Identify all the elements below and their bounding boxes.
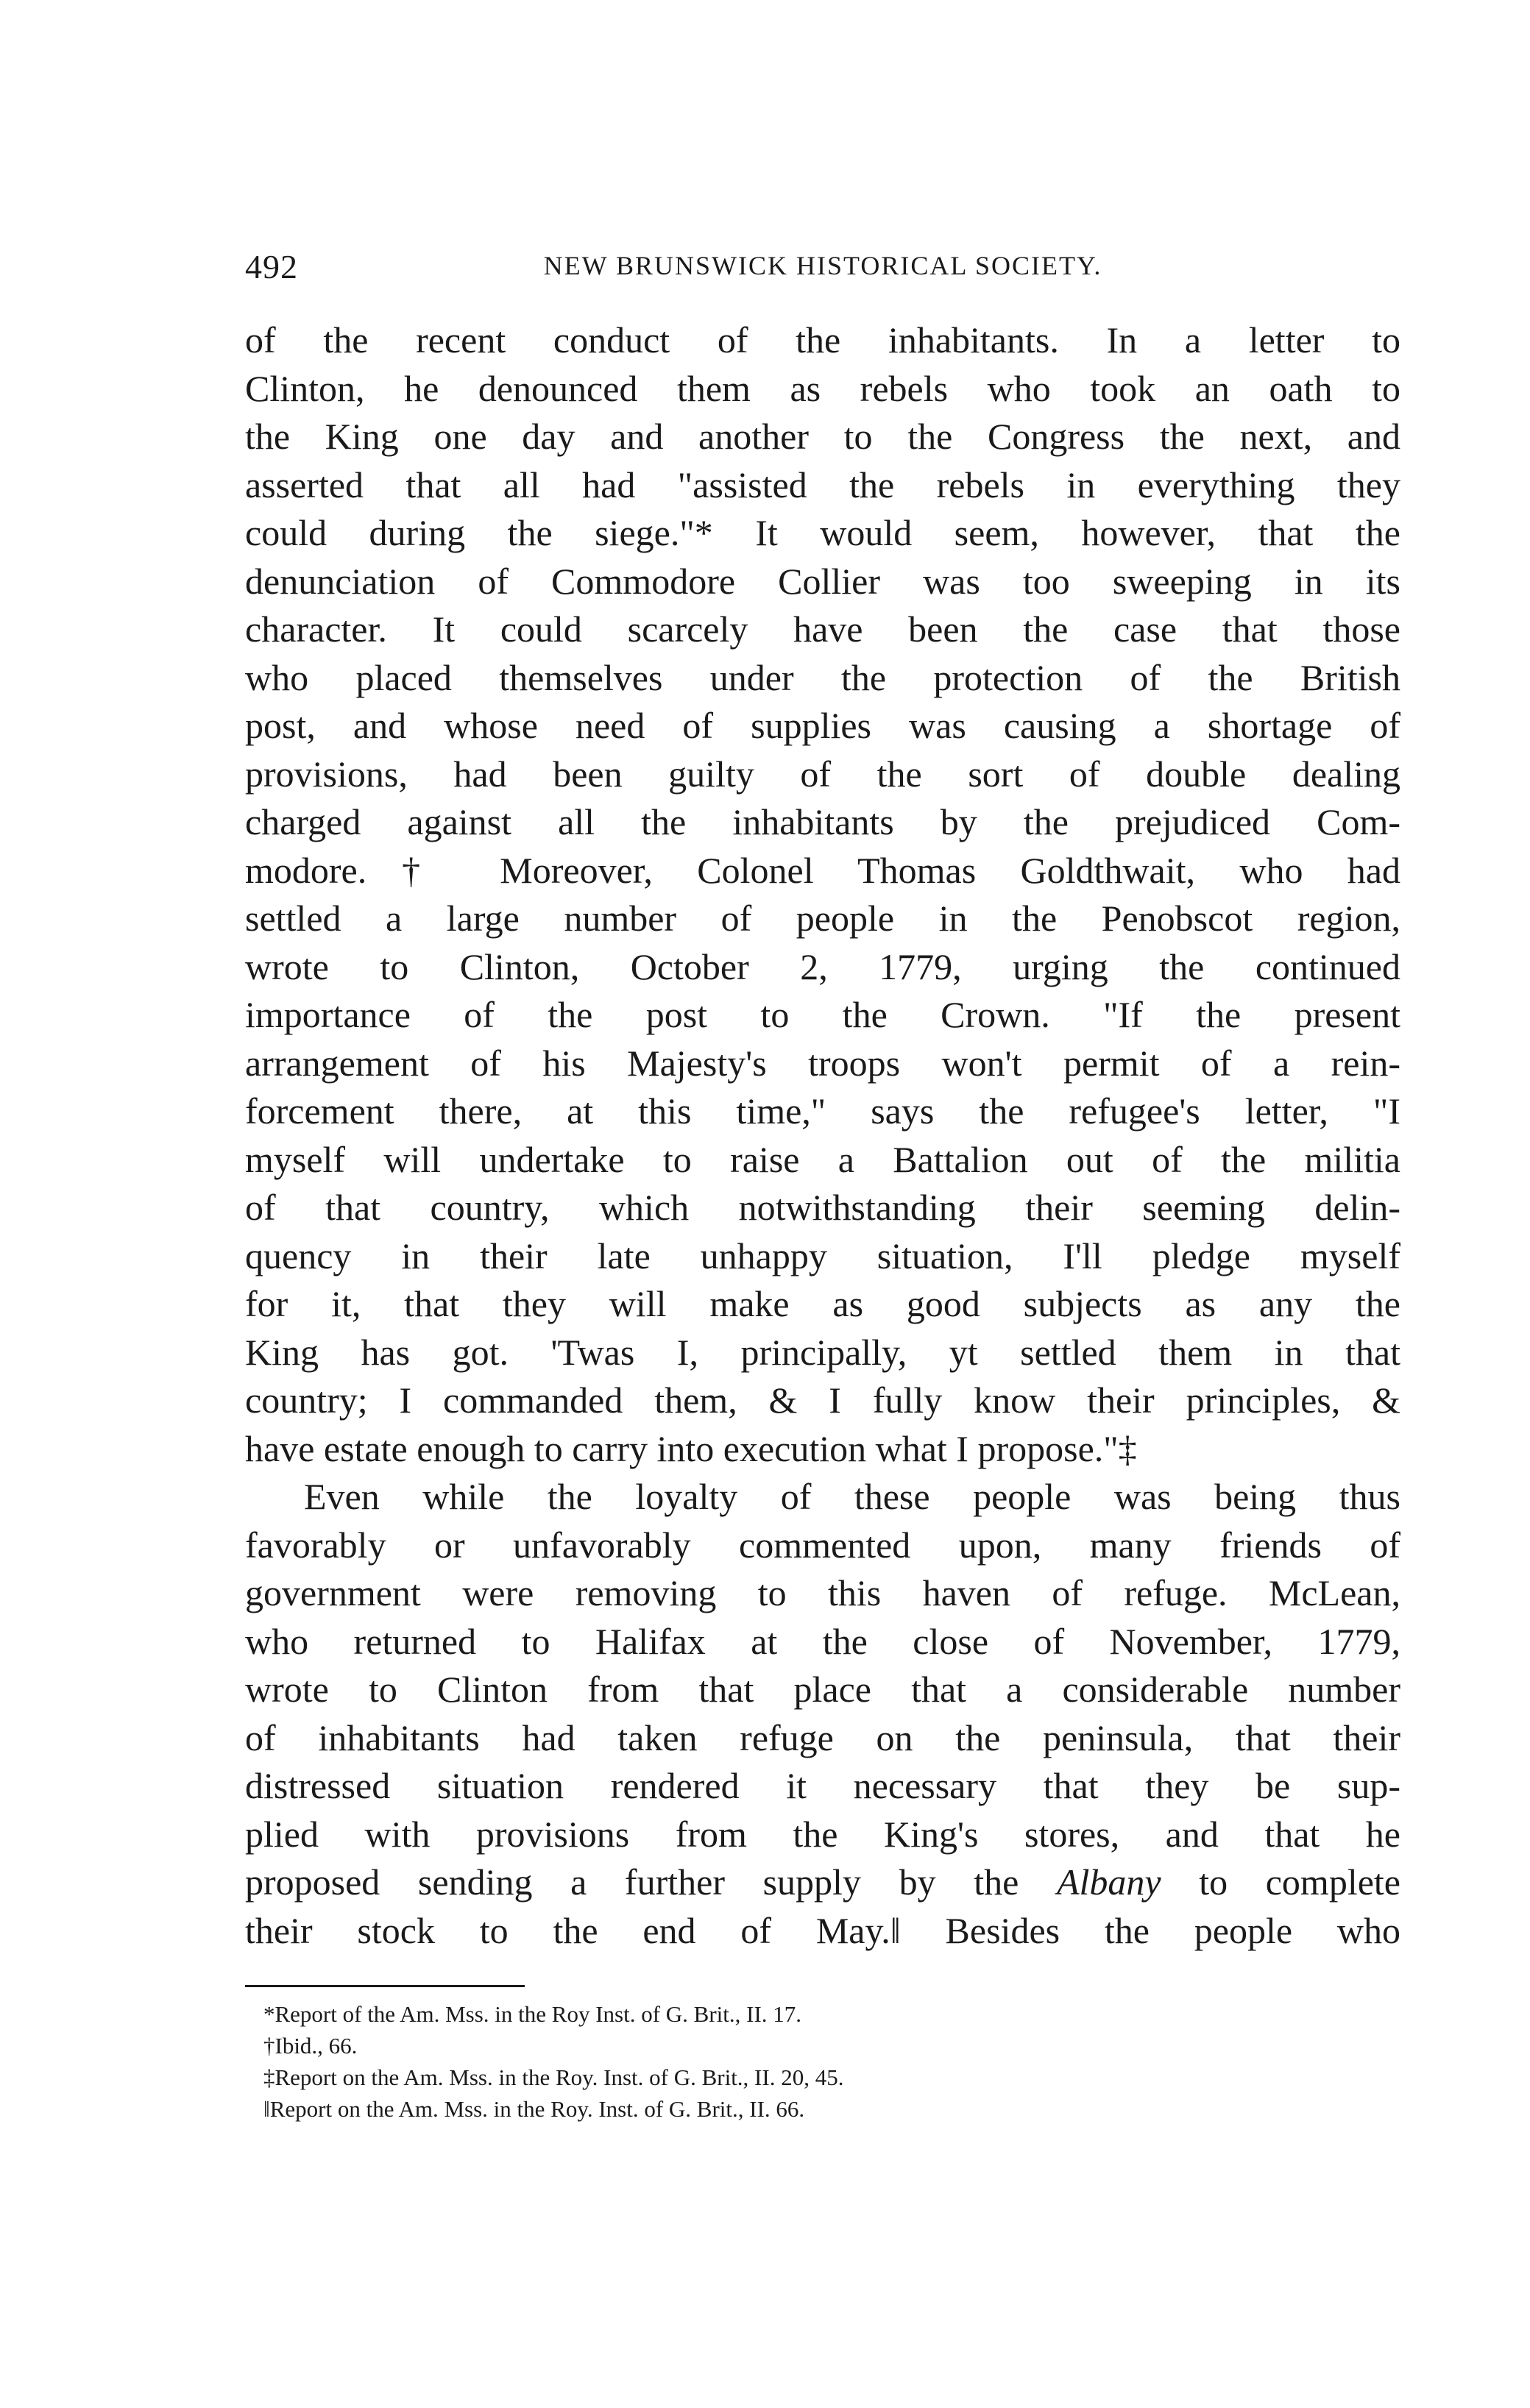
text-line: who returned to Halifax at the close of November, 1779, bbox=[245, 1620, 1400, 1662]
text-line: character. It could scarcely have been the case that those bbox=[245, 608, 1400, 650]
text-segment: proposed sending a further supply by the bbox=[245, 1861, 1019, 1903]
text-line: have estate enough to carry into execution what I propose."‡ bbox=[245, 1427, 1137, 1469]
text-line: forcement there, at this time," says the refugee's letter, "I bbox=[245, 1090, 1400, 1132]
text-line: who placed themselves under the protection of the British bbox=[245, 656, 1400, 698]
text-line: importance of the post to the Crown. "If the present bbox=[245, 994, 1400, 1035]
text-line: wrote to Clinton from that place that a considerable number bbox=[245, 1669, 1400, 1710]
text-line: quency in their late unhappy situation, I'll pledge myself bbox=[245, 1235, 1400, 1276]
text-line: distressed situation rendered it necessary that they be sup- bbox=[245, 1765, 1400, 1806]
text-segment: to complete bbox=[1199, 1861, 1400, 1903]
text-line: provisions, had been guilty of the sort of double dealing bbox=[245, 753, 1400, 795]
text-line: myself will undertake to raise a Battalion out of the militia bbox=[245, 1138, 1400, 1180]
body-text bbox=[245, 316, 1400, 1955]
text-line: plied with provisions from the King's stores, and that he bbox=[245, 1813, 1400, 1855]
text-line: could during the siege."* It would seem, however, that the bbox=[245, 512, 1400, 553]
text-line: country; I commanded them, & I fully know their principles, & bbox=[245, 1379, 1400, 1421]
footnote: †Ibid., 66. bbox=[263, 2033, 358, 2059]
ship-name: Albany bbox=[1056, 1861, 1161, 1903]
text-line: charged against all the inhabitants by the prejudiced Com- bbox=[245, 801, 1400, 842]
text-line: for it, that they will make as good subjects as any the bbox=[245, 1283, 1400, 1324]
text-line: Even while the loyalty of these people was being thus bbox=[304, 1476, 1400, 1517]
page-number: 492 bbox=[245, 248, 298, 285]
text-line: of that country, which notwithstanding their seeming delin- bbox=[245, 1187, 1400, 1228]
running-head: NEW BRUNSWICK HISTORICAL SOCIETY. bbox=[543, 251, 1102, 280]
footnote: *Report of the Am. Mss. in the Roy Inst. of G. Brit., II. 17. bbox=[263, 2001, 802, 2027]
text-line: post, and whose need of supplies was causing a shortage of bbox=[245, 705, 1400, 746]
text-line: wrote to Clinton, October 2, 1779, urging the continued bbox=[245, 945, 1400, 987]
footnote-divider bbox=[245, 1985, 525, 1987]
text-line: King has got. 'Twas I, principally, yt settled them in that bbox=[245, 1331, 1400, 1373]
text-line: government were removing to this haven of refuge. McLean, bbox=[245, 1572, 1400, 1613]
footnote: ‖Report on the Am. Mss. in the Roy. Inst. of G. Brit., II. 66. bbox=[263, 2096, 805, 2122]
text-line: favorably or unfavorably commented upon, many friends of bbox=[245, 1524, 1400, 1566]
text-line: settled a large number of people in the Penobscot region, bbox=[245, 898, 1400, 939]
text-line: denunciation of Commodore Collier was too sweeping in its bbox=[245, 560, 1400, 602]
text-line: modore.† Moreover, Colonel Thomas Goldthwait, who had bbox=[245, 849, 1400, 891]
text-line: asserted that all had "assisted the rebels in everything they bbox=[245, 464, 1400, 505]
text-line: Clinton, he denounced them as rebels who took an oath to bbox=[245, 367, 1400, 409]
footnotes bbox=[263, 1998, 1294, 2125]
text-line: arrangement of his Majesty's troops won't permit of a rein- bbox=[245, 1042, 1400, 1084]
text-line: their stock to the end of May.‖ Besides the people who bbox=[245, 1909, 1400, 1951]
text-line: the King one day and another to the Congress the next, and bbox=[245, 416, 1400, 457]
footnote: ‡Report on the Am. Mss. in the Roy. Inst. of G. Brit., II. 20, 45. bbox=[263, 2064, 844, 2090]
text-line: of inhabitants had taken refuge on the peninsula, that their bbox=[245, 1716, 1400, 1758]
page-header bbox=[245, 247, 1400, 291]
text-line: of the recent conduct of the inhabitants. In a letter to bbox=[245, 319, 1400, 361]
text-line bbox=[245, 1858, 1400, 1907]
